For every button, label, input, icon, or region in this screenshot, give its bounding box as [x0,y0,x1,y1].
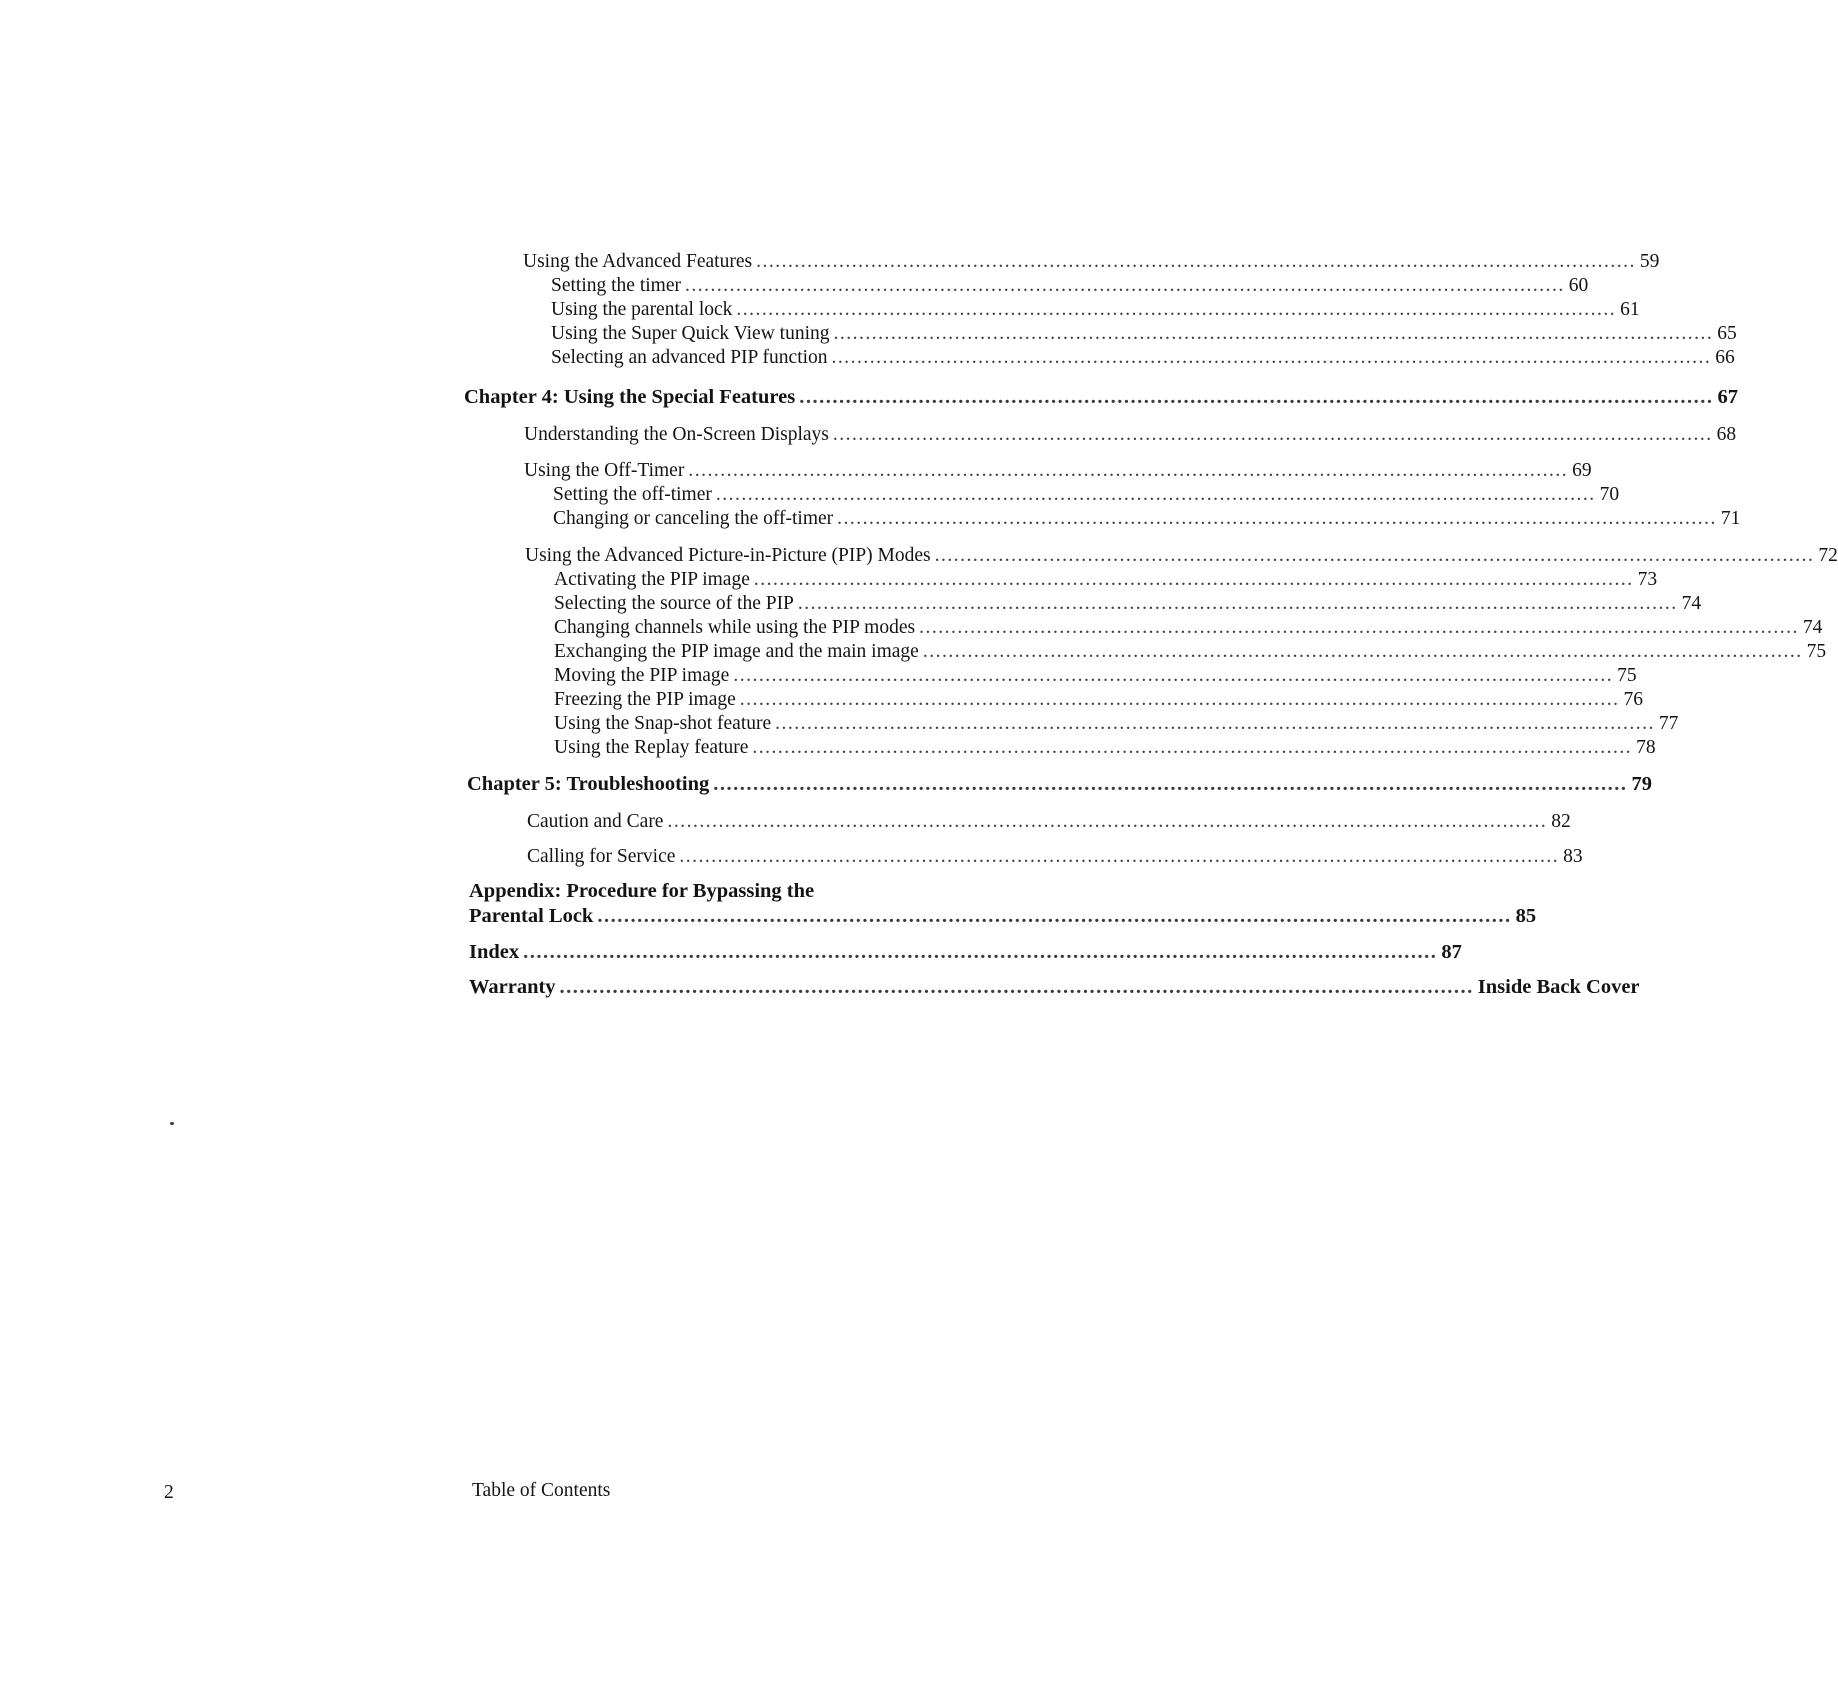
toc-entry [553,508,1741,530]
dot-leader: .......................................................................................................................................... [837,508,1717,529]
toc-entry [554,689,1644,711]
toc-entry-page: 83 [1563,846,1583,867]
toc-entry [524,460,1592,482]
toc-entry-page: 76 [1623,689,1644,710]
toc-entry [524,424,1737,446]
toc-entry-page: 75 [1806,641,1827,662]
dot-leader: .......................................................................................................................................... [736,299,1617,320]
dot-leader: .......................................................................................................................................... [753,569,1634,590]
toc-entry [551,347,1735,369]
toc-entry-title: Using the Advanced Features [523,251,753,272]
dot-leader: .......................................................................................................................................... [934,545,1815,566]
dot-leader: .......................................................................................................................................... [752,737,1633,758]
toc-entry-title: Moving the PIP image [554,665,730,686]
toc-entry-page: 75 [1617,665,1637,686]
toc-entry-page: 74 [1681,593,1702,614]
dot-leader: .......................................................................................................................................... [597,905,1512,927]
toc-entry-title: Setting the timer [551,275,681,296]
scan-speck [170,1122,174,1125]
toc-entry-title: Chapter 5: Troubleshooting [467,773,710,795]
toc-entry [527,846,1583,868]
dot-leader: .......................................................................................................................................... [739,689,1620,710]
dot-leader: .......................................................................................................................................... [756,251,1636,272]
dot-leader: .......................................................................................................................................... [523,941,1438,963]
toc-entry-page: Inside Back Cover [1477,976,1640,998]
page-number: 2 [164,1482,174,1503]
toc-entry-title: Changing or canceling the off-timer [553,508,834,529]
toc-entry-title: Parental Lock [469,905,594,927]
dot-leader: .......................................................................................................................................... [715,484,1596,505]
dot-leader: .......................................................................................................................................... [684,275,1565,296]
toc-entry-title: Understanding the On-Screen Displays [524,424,829,445]
toc-entry-title: Using the parental lock [551,299,733,320]
toc-entry-title: Calling for Service [527,846,676,867]
toc-chapter-heading [467,773,1652,796]
toc-entry-title: Freezing the PIP image [554,689,736,710]
toc-appendix-heading: Appendix: Procedure for Bypassing the [469,880,815,902]
dot-leader: .......................................................................................................................................... [832,424,1713,445]
dot-leader: .......................................................................................................................................... [797,593,1678,614]
toc-entry-page: 79 [1631,773,1652,795]
toc-entry-page: 74 [1802,617,1823,638]
toc-entry-page: 61 [1620,299,1640,320]
dot-leader: .......................................................................................................................................... [679,846,1560,867]
toc-entry-title: Index [469,941,520,963]
dot-leader: .......................................................................................................................................... [733,665,1614,686]
toc-entry-title: Changing channels while using the PIP modes [554,617,916,638]
toc-entry-title: Using the Advanced Picture-in-Picture (PIP) Modes [525,545,931,566]
toc-entry-page: 69 [1572,460,1592,481]
toc-entry-page: 85 [1515,905,1537,927]
toc-entry-title: Using the Off-Timer [524,460,685,481]
dot-leader: .......................................................................................................................................... [799,386,1714,408]
toc-chapter-heading [469,905,1537,928]
dot-leader: .......................................................................................................................................... [559,976,1474,998]
toc-entry-page: 68 [1716,424,1737,445]
toc-entry-page: 67 [1717,386,1738,408]
toc-entry [554,569,1658,591]
toc-entry-title: Exchanging the PIP image and the main image [554,641,919,662]
toc-entry-title: Selecting an advanced PIP function [551,347,828,368]
toc-entry [554,617,1823,639]
toc-entry [523,251,1660,273]
toc-entry-title: Chapter 4: Using the Special Features [464,386,796,408]
toc-entry-page: 77 [1658,713,1679,734]
dot-leader: .......................................................................................................................................... [688,460,1569,481]
dot-leader: .......................................................................................................................................... [667,811,1548,832]
toc-chapter-heading [464,386,1738,409]
toc-entry-page: 78 [1636,737,1656,758]
dot-leader: .......................................................................................................................................... [833,323,1714,344]
toc-entry [525,545,1838,567]
toc-entry-title: Setting the off-timer [553,484,712,505]
toc-entry [553,484,1620,506]
toc-chapter-heading [469,976,1640,999]
toc-entry-page: 82 [1551,811,1571,832]
toc-entry-page: 71 [1720,508,1741,529]
toc-entry-title: Selecting the source of the PIP [554,593,794,614]
toc-entry [554,713,1679,735]
toc-entry [554,593,1702,615]
toc-chapter-heading [469,941,1462,964]
toc-entry-page: 60 [1568,275,1589,296]
toc-entry [551,299,1640,321]
dot-leader: .......................................................................................................................................... [775,713,1655,734]
dot-leader: .......................................................................................................................................... [919,617,1799,638]
toc-entry [527,811,1571,833]
footer-section-title: Table of Contents [472,1480,611,1501]
toc-entry-title: Activating the PIP image [554,569,750,590]
toc-entry-page: 66 [1715,347,1735,368]
toc-entry-title: Using the Super Quick View tuning [551,323,830,344]
toc-entry-page: 72 [1818,545,1838,566]
dot-leader: .......................................................................................................................................... [922,641,1803,662]
toc-entry [551,275,1589,297]
toc-entry-title: Using the Snap-shot feature [554,713,772,734]
toc-entry-page: 70 [1599,484,1620,505]
dot-leader: .......................................................................................................................................... [831,347,1712,368]
toc-entry-page: 59 [1639,251,1660,272]
toc-entry [554,737,1656,759]
toc-entry-page: 87 [1441,941,1462,963]
toc-entry-title: Caution and Care [527,811,664,832]
toc-entry-page: 73 [1637,569,1658,590]
toc-entry [551,323,1737,345]
toc-entry [554,641,1827,663]
toc-entry [554,665,1637,687]
toc-entry-title: Warranty [469,976,556,998]
toc-entry-title: Using the Replay feature [554,737,749,758]
dot-leader: .......................................................................................................................................... [713,773,1628,795]
toc-entry-page: 65 [1717,323,1737,344]
